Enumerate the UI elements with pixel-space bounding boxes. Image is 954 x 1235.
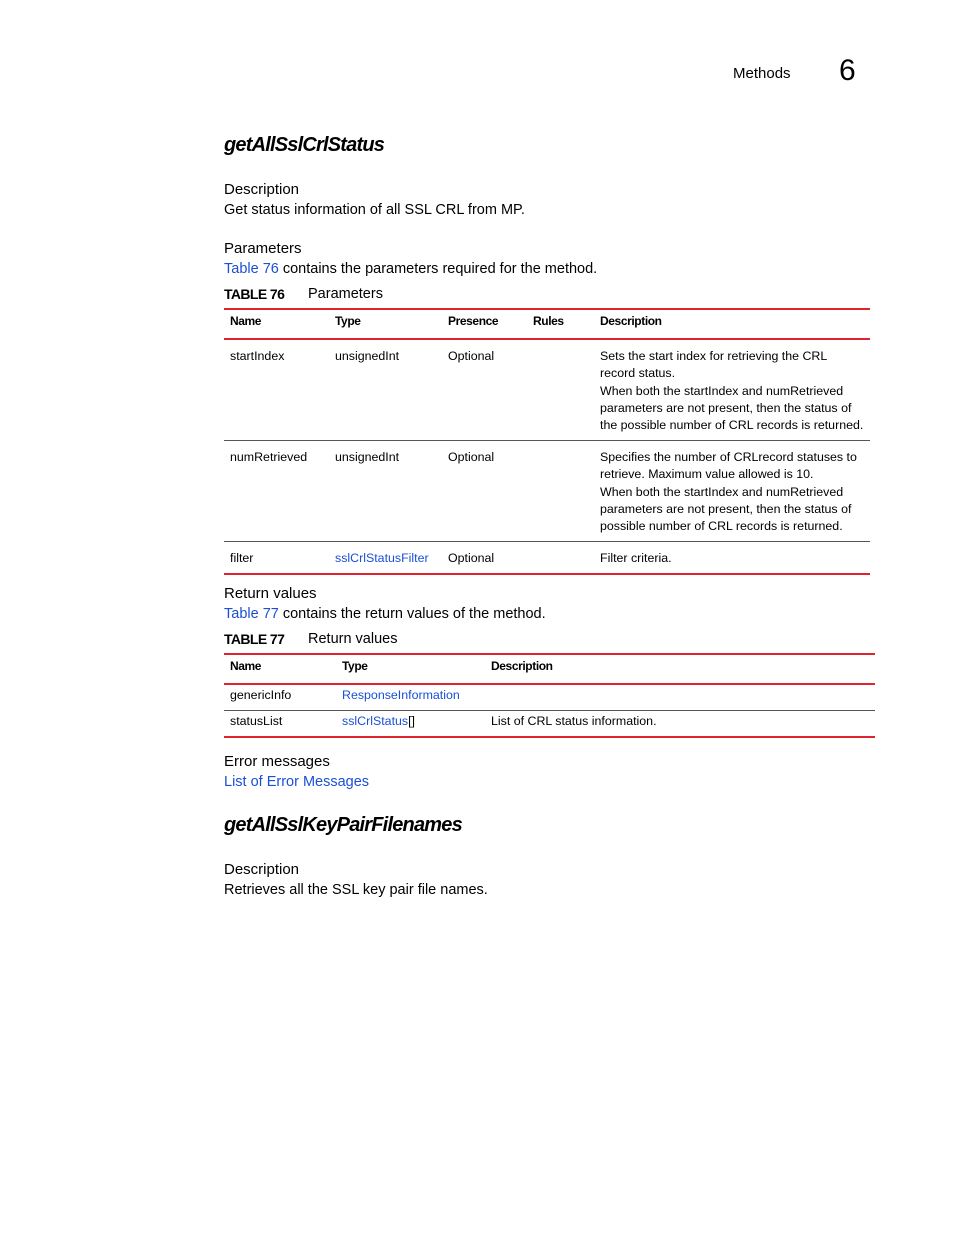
cell-rules bbox=[527, 441, 594, 542]
description-text: Retrieves all the SSL key pair file names. bbox=[224, 882, 488, 898]
table-row bbox=[224, 711, 875, 738]
cell-name: filter bbox=[224, 542, 329, 575]
cell-rules bbox=[527, 339, 594, 441]
error-messages-link[interactable]: List of Error Messages bbox=[224, 774, 370, 790]
column-header-type: Type bbox=[329, 309, 442, 339]
table-76-title: Parameters bbox=[308, 286, 383, 302]
method-title-getallsslkeypairfilenames: getAllSslKeyPairFilenames bbox=[224, 814, 462, 836]
cell-type: unsignedInt bbox=[329, 441, 442, 542]
description-line: When both the startIndex and numRetrieved parameters are not present, then the status of possible number of CRL records is returned. bbox=[600, 485, 852, 533]
column-header-presence: Presence bbox=[442, 309, 527, 339]
table-row bbox=[224, 339, 870, 441]
cell-name: startIndex bbox=[224, 339, 329, 441]
table-row bbox=[224, 542, 870, 575]
chapter-number: 6 bbox=[839, 54, 856, 87]
type-link-sslcrlstatusfilter[interactable]: sslCrlStatusFilter bbox=[335, 551, 429, 565]
cell-type bbox=[336, 711, 485, 738]
cell-presence: Optional bbox=[442, 441, 527, 542]
description-line: Sets the start index for retrieving the CRL record status. bbox=[600, 349, 827, 380]
cell-presence: Optional bbox=[442, 339, 527, 441]
cell-type: unsignedInt bbox=[329, 339, 442, 441]
cell-type bbox=[329, 542, 442, 575]
table-77-return-values bbox=[224, 653, 875, 738]
return-values-intro-text: contains the return values of the method. bbox=[278, 606, 546, 622]
description-text: Get status information of all SSL CRL from MP. bbox=[224, 202, 525, 218]
cell-name: numRetrieved bbox=[224, 441, 329, 542]
parameters-intro bbox=[224, 261, 597, 277]
cell-description bbox=[594, 339, 870, 441]
description-heading: Description bbox=[224, 181, 300, 198]
table-76-label: TABLE 76 bbox=[224, 286, 285, 302]
return-values-intro bbox=[224, 606, 546, 622]
description-line: When both the startIndex and numRetrieved parameters are not present, then the status of the possible number of CRL records is returned. bbox=[600, 384, 864, 432]
table-header-row bbox=[224, 654, 875, 684]
cell-presence: Optional bbox=[442, 542, 527, 575]
table-77-caption bbox=[224, 631, 398, 649]
parameters-intro-text: contains the parameters required for the method. bbox=[278, 261, 598, 277]
return-values-heading: Return values bbox=[224, 585, 317, 602]
table-76-link[interactable]: Table 76 bbox=[224, 261, 279, 277]
description-heading: Description bbox=[224, 861, 300, 878]
method-title-getallsslcrlstatus: getAllSslCrlStatus bbox=[224, 134, 385, 156]
table-77-title: Return values bbox=[308, 631, 398, 647]
parameters-heading: Parameters bbox=[224, 240, 302, 257]
cell-rules bbox=[527, 542, 594, 575]
cell-name: genericInfo bbox=[224, 684, 336, 711]
table-row bbox=[224, 441, 870, 542]
table-77-label: TABLE 77 bbox=[224, 631, 285, 647]
table-76-caption bbox=[224, 286, 383, 304]
table-77-link[interactable]: Table 77 bbox=[224, 606, 279, 622]
table-header-row bbox=[224, 309, 870, 339]
cell-description: Filter criteria. bbox=[594, 542, 870, 575]
running-header-section: Methods bbox=[733, 65, 791, 82]
table-76-parameters bbox=[224, 308, 870, 575]
error-messages-heading: Error messages bbox=[224, 753, 330, 770]
column-header-description: Description bbox=[485, 654, 875, 684]
column-header-description: Description bbox=[594, 309, 870, 339]
cell-description bbox=[485, 684, 875, 711]
table-row bbox=[224, 684, 875, 711]
cell-type bbox=[336, 684, 485, 711]
column-header-name: Name bbox=[224, 309, 329, 339]
cell-description bbox=[594, 441, 870, 542]
type-link-responseinformation[interactable]: ResponseInformation bbox=[342, 688, 460, 702]
description-line: Specifies the number of CRLrecord statuses to retrieve. Maximum value allowed is 10. bbox=[600, 450, 857, 481]
array-suffix: [] bbox=[408, 714, 415, 728]
cell-description: List of CRL status information. bbox=[485, 711, 875, 738]
cell-name: statusList bbox=[224, 711, 336, 738]
column-header-name: Name bbox=[224, 654, 336, 684]
column-header-type: Type bbox=[336, 654, 485, 684]
type-link-sslcrlstatus[interactable]: sslCrlStatus bbox=[342, 714, 409, 728]
column-header-rules: Rules bbox=[527, 309, 594, 339]
